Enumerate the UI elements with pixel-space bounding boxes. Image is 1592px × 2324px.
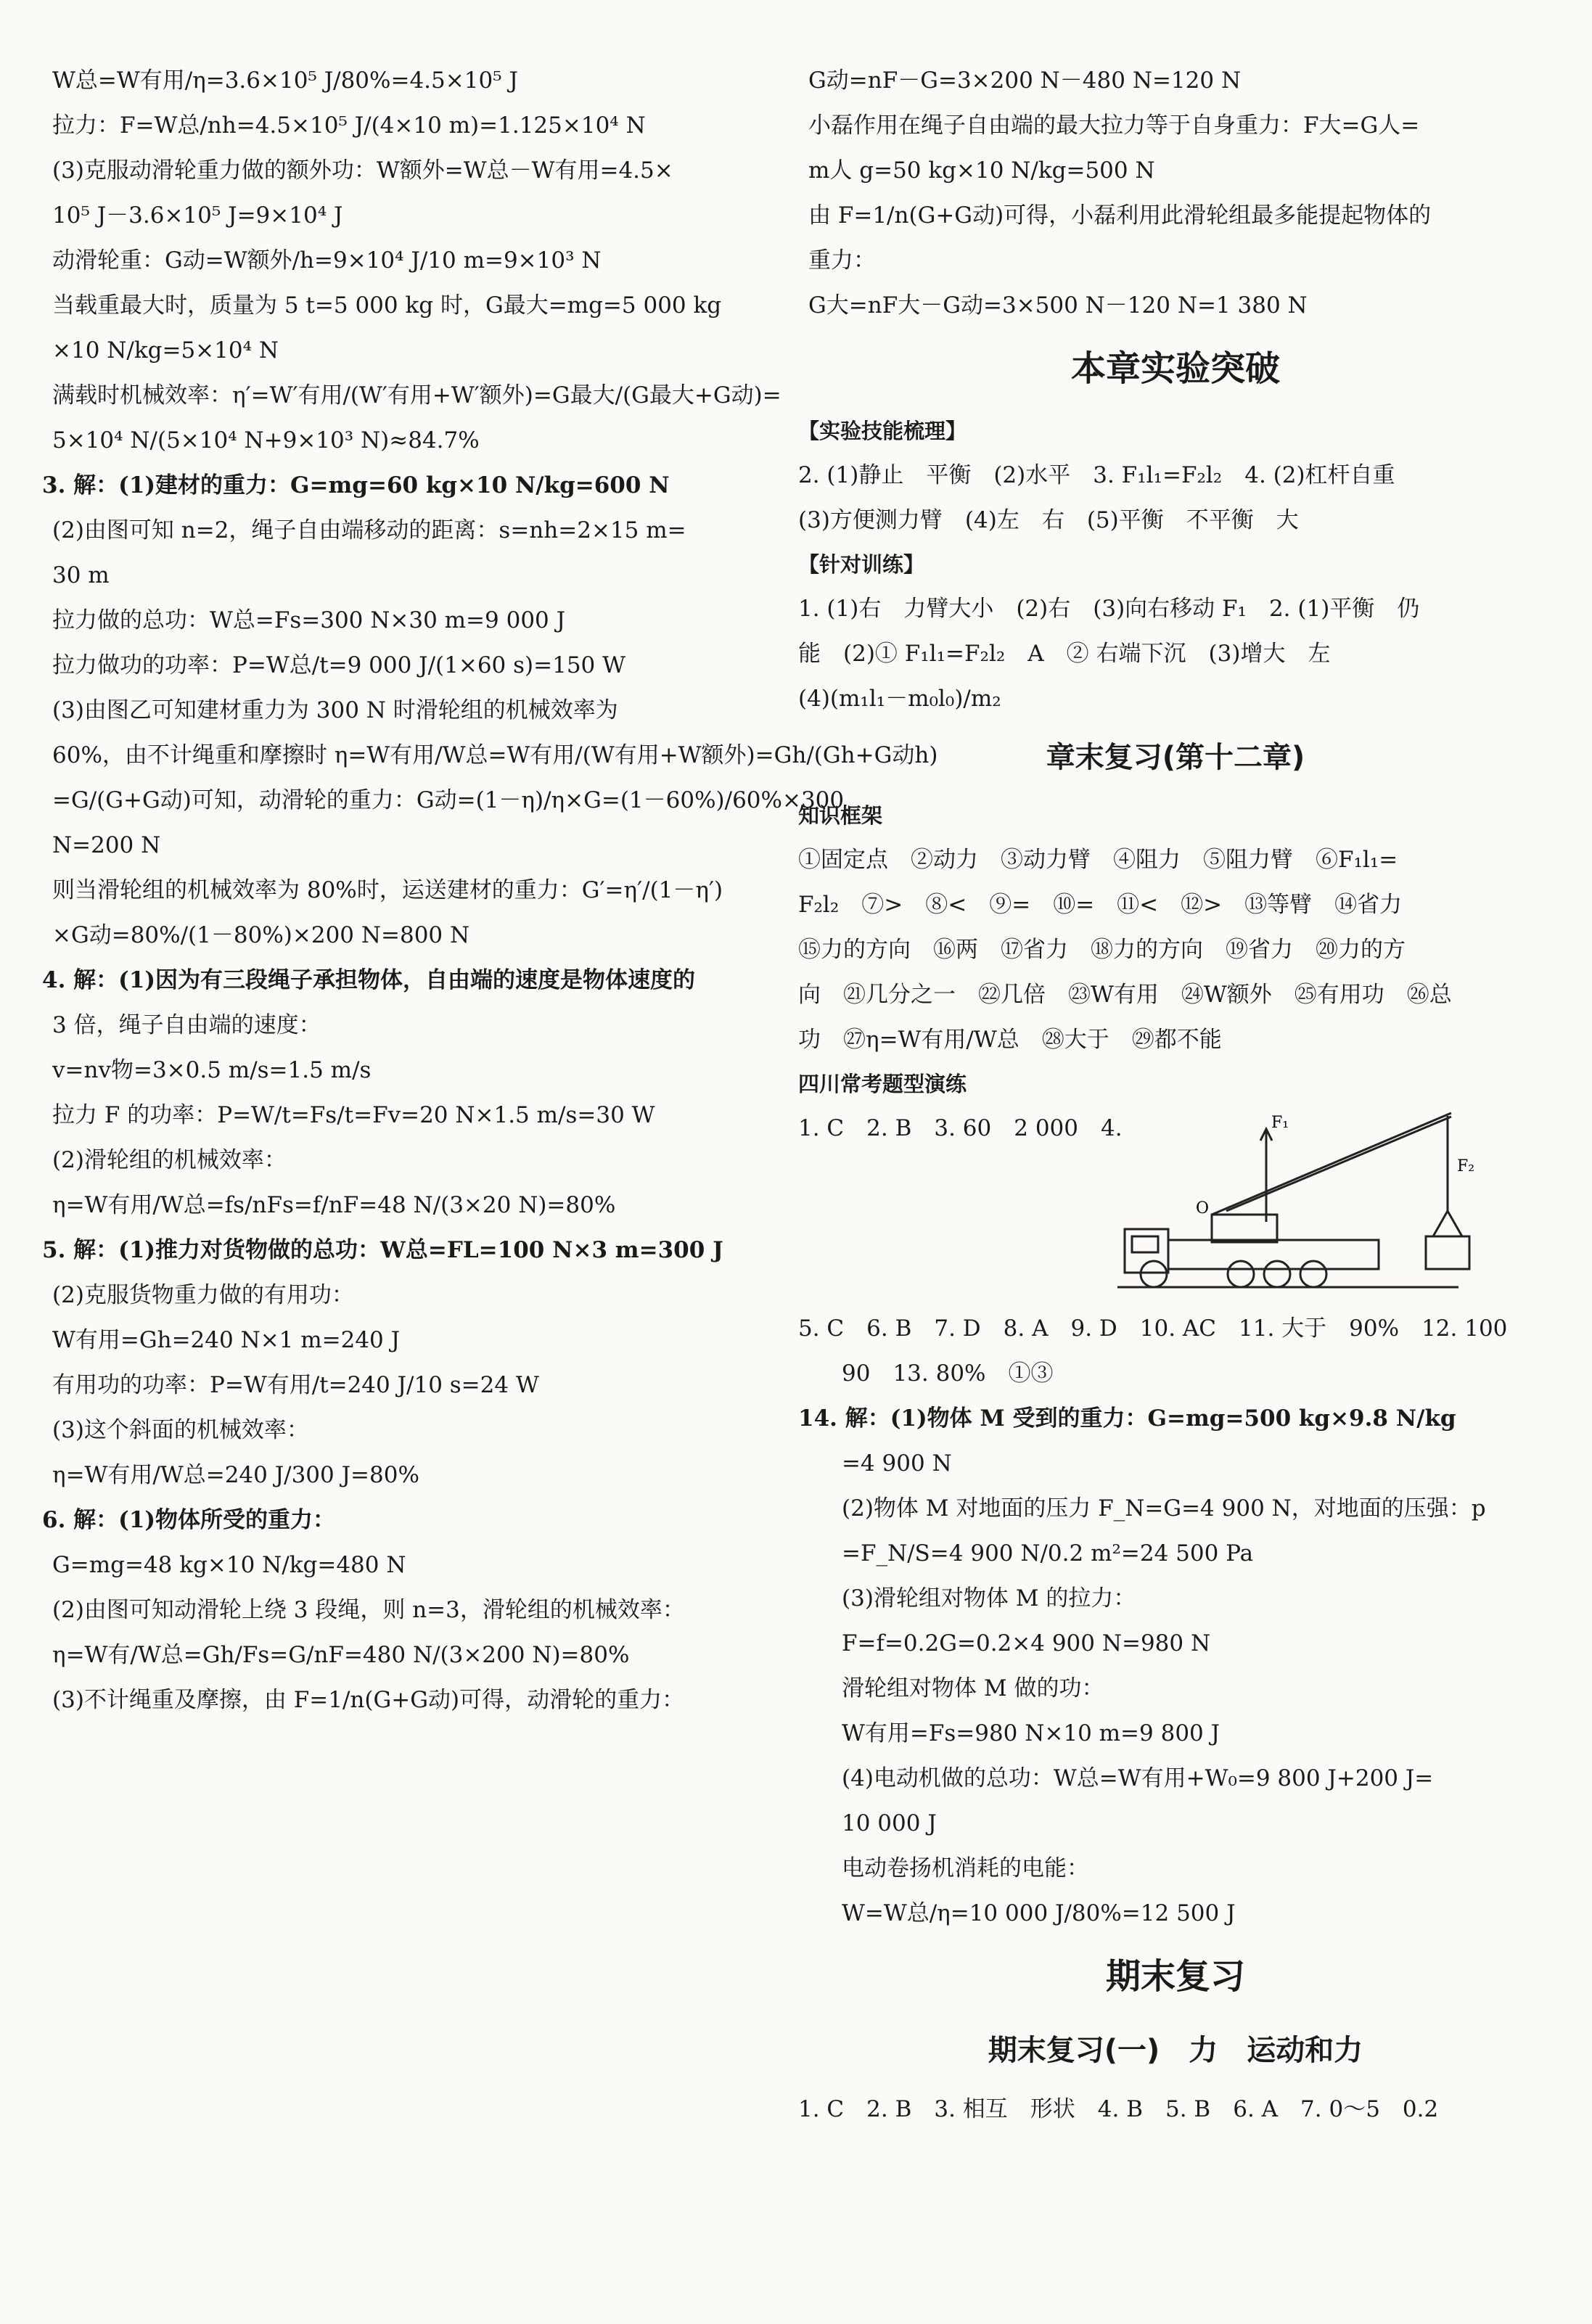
text-line: 当载重最大时，质量为 5 t=5 000 kg 时，G最大=mg=5 000 kg <box>52 292 722 319</box>
text-line: η=W有用/W总=fs/nFs=f/nF=48 N/(3×20 N)=80% <box>52 1192 616 1218</box>
heading-chapter-review: 章末复习(第十二章) <box>1046 741 1305 774</box>
text-line: η=W有用/W总=240 J/300 J=80% <box>52 1462 419 1488</box>
label-pivot-o: O <box>1196 1199 1210 1218</box>
label-f1: F₁ <box>1271 1114 1289 1132</box>
text-line: 滑轮组对物体 M 做的功： <box>842 1675 1104 1701</box>
text-line: F₂l₂ ⑦> ⑧< ⑨= ⑩= ⑪< ⑫> ⑬等臂 ⑭省力 <box>798 892 1403 918</box>
right-column <box>798 58 1553 2132</box>
text-line: ×10 N/kg=5×10⁴ N <box>52 337 279 364</box>
exam-line-with-figure <box>798 1106 1553 1302</box>
load-box <box>1426 1236 1469 1269</box>
skills-title: 【实验技能梳理】 <box>798 419 967 443</box>
text-line: W有用=Gh=240 N×1 m=240 J <box>52 1327 401 1353</box>
text-line: 2. (1)静止 平衡 (2)水平 3. F₁l₁=F₂l₂ 4. (2)杠杆自重 <box>798 462 1395 488</box>
text-line: 则当滑轮组的机械效率为 80%时，运送建材的重力：G′=η′/(1－η′) <box>52 877 723 903</box>
text-line: (3)滑轮组对物体 M 的拉力： <box>842 1585 1136 1611</box>
text-line: v=nv物=3×0.5 m/s=1.5 m/s <box>52 1057 372 1083</box>
exam-answers <box>798 1306 1553 1936</box>
final-answers: 1. C 2. B 3. 相互 形状 4. B 5. B 6. A 7. 0～5 0.2 <box>798 2096 1439 2122</box>
text-line: 4. 解：(1)因为有三段绳子承担物体，自由端的速度是物体速度的 <box>42 967 696 993</box>
text-line: 5×10⁴ N/(5×10⁴ N+9×10³ N)≈84.7% <box>52 427 480 453</box>
text-line: (2)滑轮组的机械效率： <box>52 1147 287 1173</box>
training-title: 【针对训练】 <box>798 552 925 577</box>
text-line: 10⁵ J－3.6×10⁵ J=9×10⁴ J <box>52 202 343 229</box>
text-line: (2)克服货物重力做的有用功： <box>52 1282 354 1308</box>
text-line: 由 F=1/n(G+G动)可得，小磊利用此滑轮组最多能提起物体的 <box>808 202 1432 229</box>
text-line: 5. 解：(1)推力对货物做的总功：W总=FL=100 N×3 m=300 J <box>42 1237 723 1263</box>
text-line: 功 ㉗η=W有用/W总 ㉘大于 ㉙都不能 <box>798 1027 1222 1053</box>
crane-boom-2 <box>1226 1117 1451 1211</box>
text-line: ×G动=80%/(1－80%)×200 N=800 N <box>52 922 470 948</box>
continued-solution <box>798 58 1553 328</box>
crane-boom <box>1212 1113 1451 1215</box>
text-line: 有用功的功率：P=W有用/t=240 J/10 s=24 W <box>52 1372 539 1398</box>
text-line: (3)这个斜面的机械效率： <box>52 1417 309 1443</box>
text-line: (3)克服动滑轮重力做的额外功：W额外=W总－W有用=4.5× <box>52 157 673 184</box>
text-line: F=f=0.2G=0.2×4 900 N=980 N <box>842 1630 1211 1656</box>
text-line: (3)不计绳重及摩擦，由 F=1/n(G+G动)可得，动滑轮的重力： <box>52 1687 685 1713</box>
text-line: W=W总/η=10 000 J/80%=12 500 J <box>842 1900 1236 1926</box>
text-line: η=W有/W总=Gh/Fs=G/nF=480 N/(3×200 N)=80% <box>52 1642 630 1668</box>
text-line: (2)由图可知动滑轮上绕 3 段绳，则 n=3，滑轮组的机械效率： <box>52 1597 685 1623</box>
text-line: m人 g=50 kg×10 N/kg=500 N <box>808 157 1155 184</box>
skills-answers <box>798 453 1553 543</box>
text-line: 重力： <box>808 247 876 274</box>
wheel-1 <box>1141 1261 1167 1287</box>
text-line: 满载时机械效率：η′=W′有用/(W′有用+W′额外)=G最大/(G最大+G动)= <box>52 382 781 408</box>
text-line: ①固定点 ②动力 ③动力臂 ④阻力 ⑤阻力臂 ⑥F₁l₁= <box>798 847 1398 873</box>
text-line: =4 900 N <box>842 1450 952 1477</box>
text-line: G=mg=48 kg×10 N/kg=480 N <box>52 1552 406 1578</box>
heading-experiment: 本章实验突破 <box>1070 348 1280 389</box>
text-line: 动滑轮重：G动=W额外/h=9×10⁴ J/10 m=9×10³ N <box>52 247 602 274</box>
text-line: G大=nF大－G动=3×500 N－120 N=1 380 N <box>808 292 1308 319</box>
training-answers <box>798 586 1553 721</box>
text-line: ⑮力的方向 ⑯两 ⑰省力 ⑱力的方向 ⑲省力 ⑳力的方 <box>798 937 1406 963</box>
heading-final-review: 期末复习 <box>1105 1956 1245 1997</box>
text-line: 5. C 6. B 7. D 8. A 9. D 10. AC 11. 大于 90% 12. 100 <box>798 1315 1508 1342</box>
text-line: (2)由图可知 n=2，绳子自由端移动的距离：s=nh=2×15 m= <box>52 517 686 543</box>
text-line: (3)方便测力臂 (4)左 右 (5)平衡 不平衡 大 <box>798 507 1299 533</box>
text-line: 10 000 J <box>842 1810 937 1836</box>
text-line: 3 倍，绳子自由端的速度： <box>52 1012 321 1038</box>
text-line: 拉力 F 的功率：P=W/t=Fs/t=Fv=20 N×1.5 m/s=30 W <box>52 1102 655 1128</box>
cab-window <box>1132 1236 1158 1252</box>
text-line: 电动卷扬机消耗的电能： <box>842 1855 1089 1881</box>
text-line: =F_N/S=4 900 N/0.2 m²=24 500 Pa <box>842 1540 1254 1567</box>
text-line: 向 ㉑几分之一 ㉒几倍 ㉓W有用 ㉔W额外 ㉕有用功 ㉖总 <box>798 982 1452 1008</box>
framework-title: 知识框架 <box>798 803 883 828</box>
text-line: 拉力做的总功：W总=Fs=300 N×30 m=9 000 J <box>52 607 566 633</box>
text-line: 90 13. 80% ①③ <box>842 1360 1054 1387</box>
exam-answer-line: 1. C 2. B 3. 60 2 000 4. <box>798 1115 1123 1141</box>
crane-truck-figure <box>1110 1106 1473 1302</box>
wheel-2 <box>1228 1261 1254 1287</box>
text-line: G动=nF－G=3×200 N－480 N=120 N <box>808 67 1242 94</box>
text-line: =G/(G+G动)可知，动滑轮的重力：G动=(1－η)/η×G=(1－60%)/60%×300 <box>52 787 845 813</box>
text-line: (4)电动机做的总功：W总=W有用+W₀=9 800 J+200 J= <box>842 1765 1434 1791</box>
text-line: 6. 解：(1)物体所受的重力： <box>42 1507 336 1533</box>
text-line: (4)(m₁l₁－m₀l₀)/m₂ <box>798 686 1001 712</box>
truck-body <box>1168 1240 1379 1269</box>
text-line: 30 m <box>52 562 110 588</box>
exam-title: 四川常考题型演练 <box>798 1072 967 1096</box>
text-line: (2)物体 M 对地面的压力 F_N=G=4 900 N，对地面的压强：p <box>842 1495 1486 1522</box>
text-line: (3)由图乙可知建材重力为 300 N 时滑轮组的机械效率为 <box>52 697 618 723</box>
heading-final-review-1: 期末复习(一) 力 运动和力 <box>988 2034 1363 2067</box>
text-line: 拉力做功的功率：P=W总/t=9 000 J/(1×60 s)=150 W <box>52 652 625 678</box>
text-line: 3. 解：(1)建材的重力：G=mg=60 kg×10 N/kg=600 N <box>42 472 670 498</box>
label-f2: F₂ <box>1457 1157 1475 1175</box>
wheel-4 <box>1300 1261 1326 1287</box>
text-line: N=200 N <box>52 832 161 858</box>
text-line: 14. 解：(1)物体 M 受到的重力：G=mg=500 kg×9.8 N/kg <box>798 1405 1456 1432</box>
text-line: W总=W有用/η=3.6×10⁵ J/80%=4.5×10⁵ J <box>52 67 518 94</box>
text-line: 60%，由不计绳重和摩擦时 η=W有用/W总=W有用/(W有用+W额外)=Gh/(Gh+G动h) <box>52 742 938 768</box>
text-line: 能 (2)① F₁l₁=F₂l₂ A ② 右端下沉 (3)增大 左 <box>798 641 1331 667</box>
framework-answers <box>798 837 1553 1062</box>
text-line: W有用=Fs=980 N×10 m=9 800 J <box>842 1720 1220 1746</box>
wheel-3 <box>1264 1261 1290 1287</box>
text-line: 拉力：F=W总/nh=4.5×10⁵ J/(4×10 m)=1.125×10⁴ N <box>52 112 646 139</box>
text-line: 1. (1)右 力臂大小 (2)右 (3)向右移动 F₁ 2. (1)平衡 仍 <box>798 596 1420 622</box>
text-line: 小磊作用在绳子自由端的最大拉力等于自身重力：F大=G人= <box>808 112 1420 139</box>
